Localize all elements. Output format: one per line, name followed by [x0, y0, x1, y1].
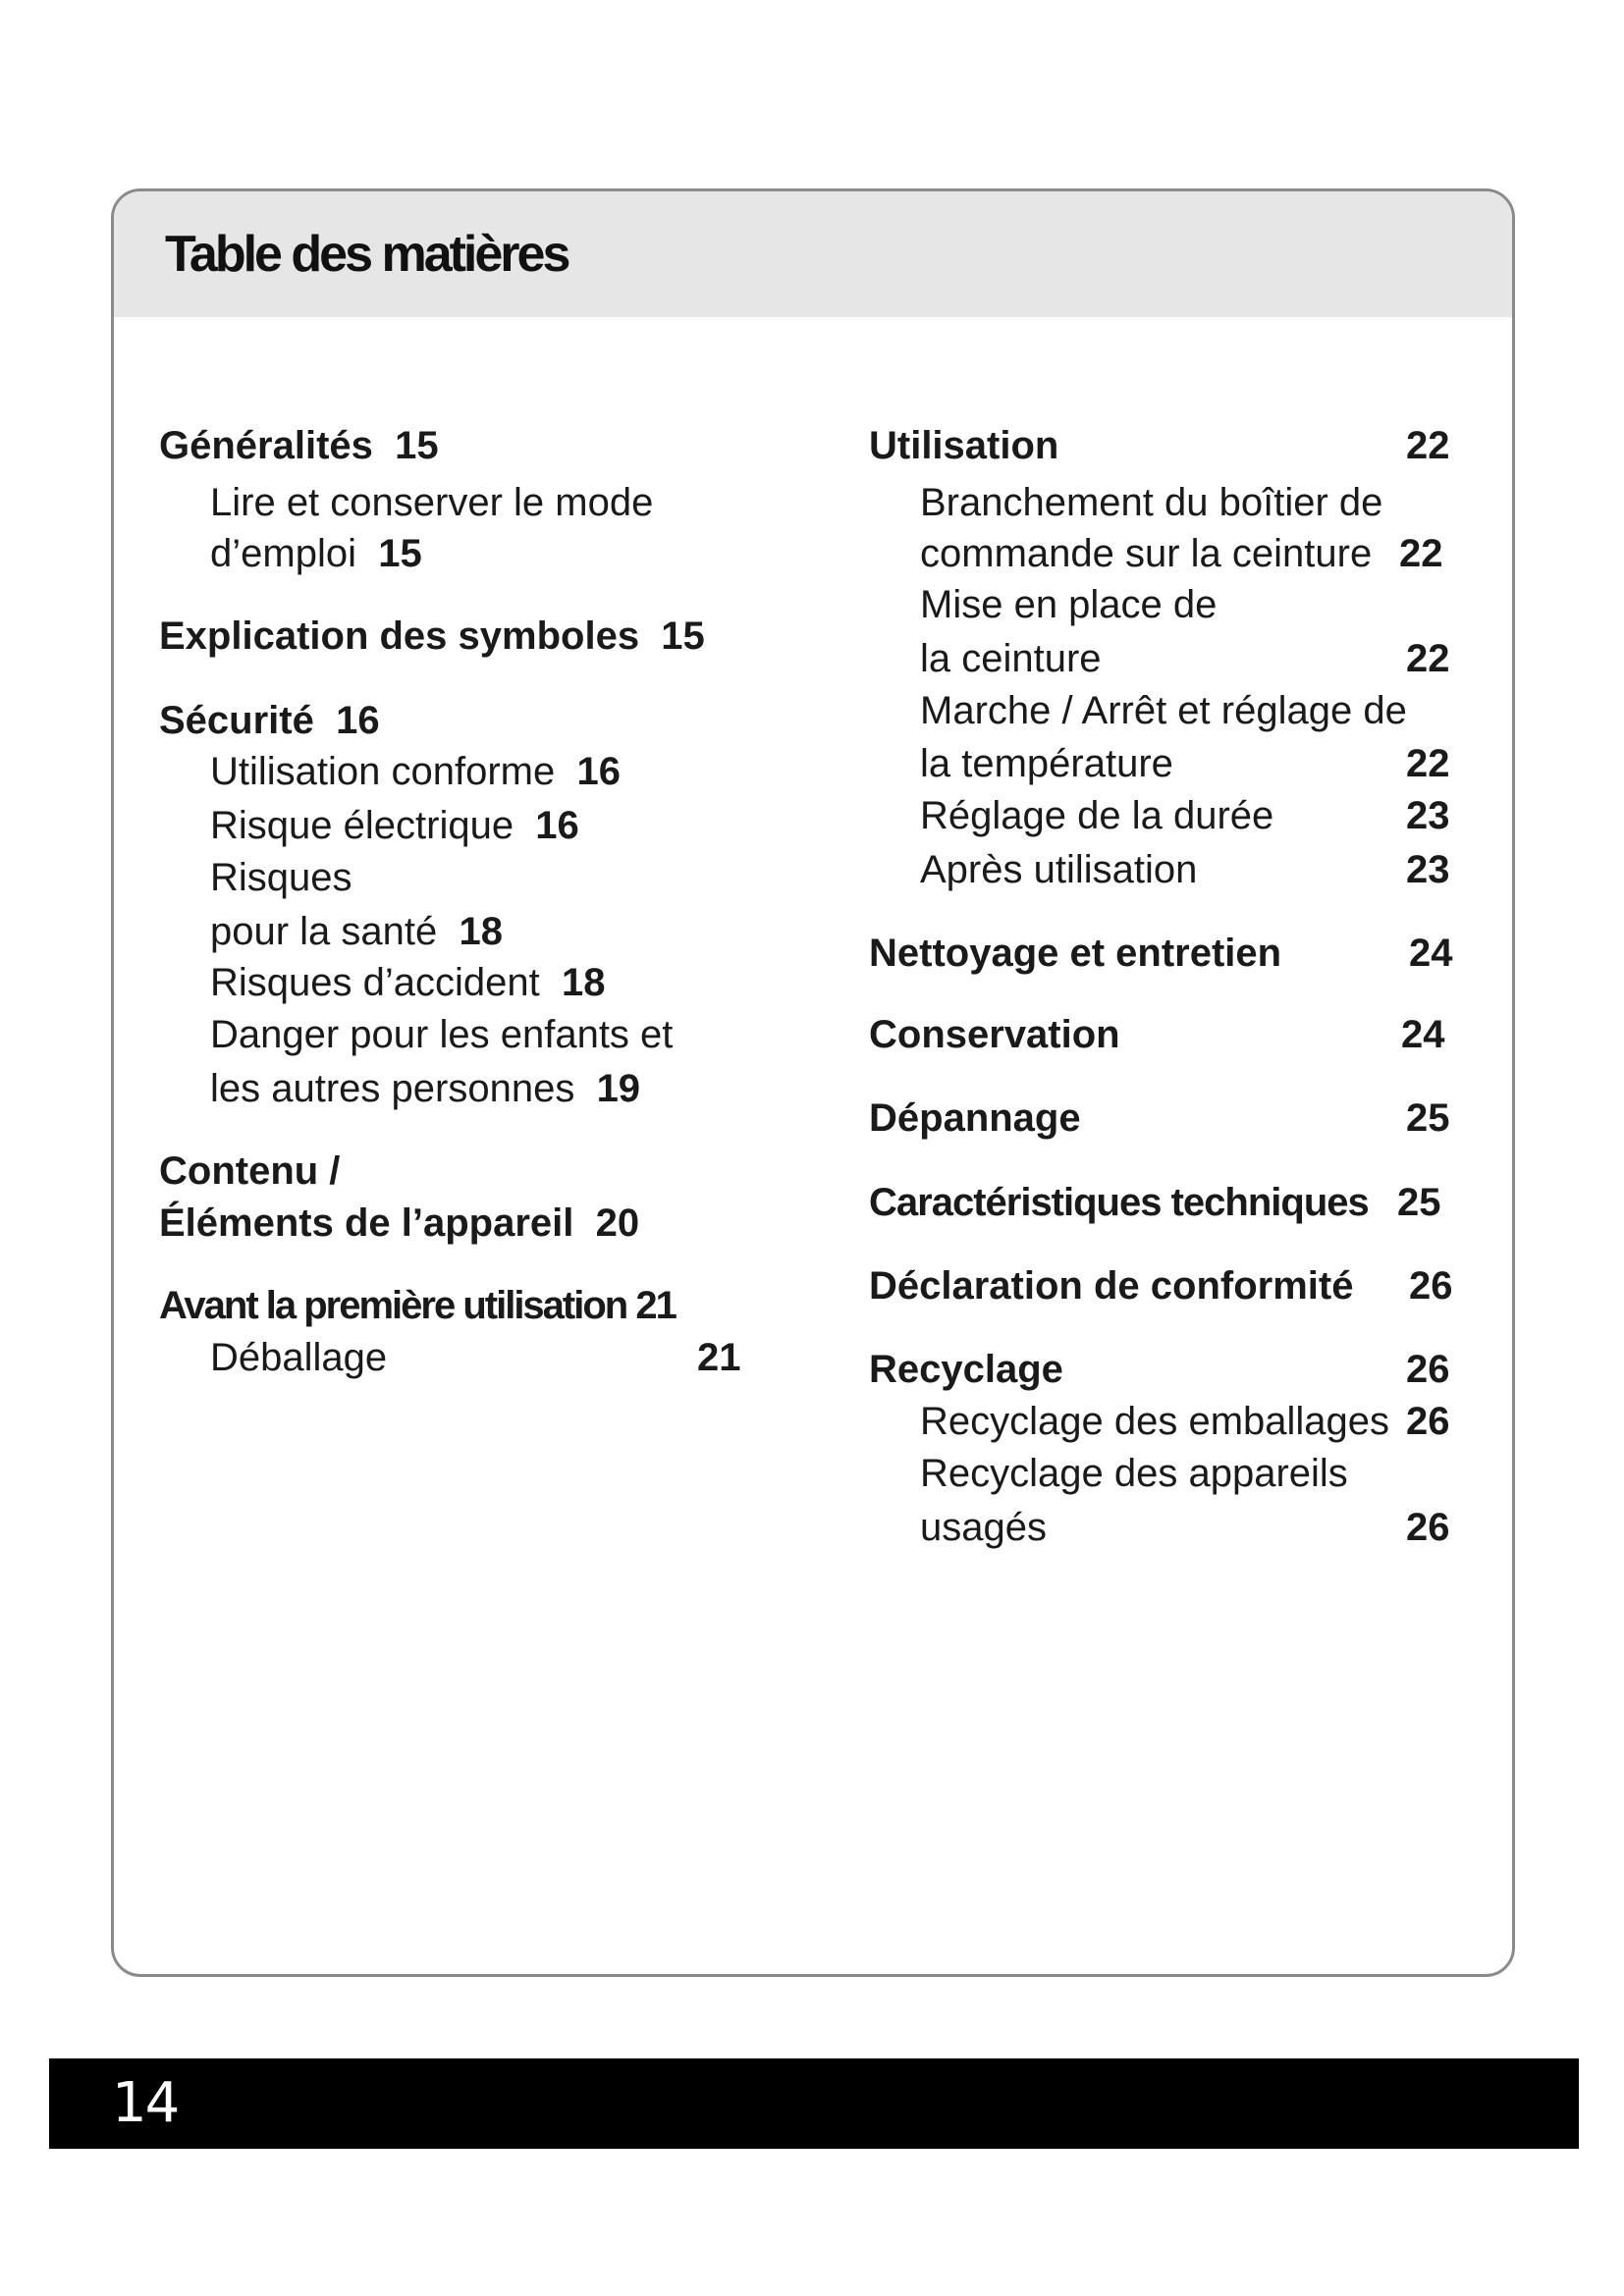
toc-page-number: 23: [1406, 848, 1450, 891]
toc-page-number: 23: [1406, 794, 1450, 837]
toc-entry[interactable]: Risque électrique 16: [210, 804, 579, 847]
toc-page-number: 24: [1409, 932, 1453, 975]
toc-entry[interactable]: Réglage de la durée: [920, 794, 1274, 837]
toc-entry[interactable]: les autres personnes 19: [210, 1067, 641, 1110]
toc-entry[interactable]: pour la santé 18: [210, 910, 504, 953]
footer-bar: [49, 2058, 1579, 2149]
toc-page-number: 25: [1397, 1181, 1441, 1224]
toc-entry[interactable]: Sécurité 16: [159, 699, 380, 742]
toc-entry[interactable]: Danger pour les enfants et: [210, 1013, 674, 1056]
toc-entry[interactable]: Utilisation: [869, 424, 1059, 467]
toc-page-number: 22: [1406, 424, 1450, 467]
toc-entry[interactable]: Après utilisation: [920, 848, 1198, 891]
toc-entry[interactable]: Recyclage: [869, 1348, 1063, 1391]
toc-page-number: 22: [1399, 532, 1443, 575]
toc-page-number: 24: [1401, 1013, 1445, 1056]
toc-entry[interactable]: Contenu /: [159, 1149, 341, 1193]
toc-entry[interactable]: Lire et conserver le mode: [210, 481, 654, 524]
toc-entry[interactable]: Recyclage des emballages: [920, 1400, 1390, 1443]
toc-entry[interactable]: Mise en place de: [920, 583, 1218, 626]
page-title: Table des matières: [165, 226, 568, 283]
toc-page-number: 26: [1409, 1264, 1453, 1308]
toc-entry[interactable]: Déballage: [210, 1336, 388, 1379]
toc-entry[interactable]: Branchement du boîtier de: [920, 481, 1383, 524]
toc-entry[interactable]: Marche / Arrêt et réglage de: [920, 689, 1407, 732]
toc-entry[interactable]: Éléments de l’appareil 20: [159, 1201, 640, 1245]
toc-entry[interactable]: la ceinture: [920, 637, 1102, 680]
toc-entry[interactable]: Explication des symboles 15: [159, 614, 705, 658]
toc-page-number: 22: [1406, 742, 1450, 785]
toc-page-number: 25: [1406, 1096, 1450, 1140]
toc-entry[interactable]: Généralités 15: [159, 424, 439, 467]
toc-entry[interactable]: Caractéristiques techniques: [869, 1181, 1369, 1224]
toc-entry[interactable]: la température: [920, 742, 1173, 785]
toc-page-number: 22: [1406, 637, 1450, 680]
page-number: 14: [112, 2071, 179, 2135]
toc-page-number: 21: [697, 1336, 741, 1379]
toc-header: [114, 191, 1512, 317]
toc-page-number: 26: [1406, 1506, 1450, 1549]
toc-entry[interactable]: Nettoyage et entretien: [869, 932, 1282, 975]
toc-entry[interactable]: Conservation: [869, 1013, 1120, 1056]
toc-entry[interactable]: Avant la première utilisation 21: [159, 1284, 676, 1327]
toc-page-number: 26: [1406, 1400, 1450, 1443]
toc-entry[interactable]: Recyclage des appareils: [920, 1452, 1348, 1495]
toc-entry[interactable]: Déclaration de conformité: [869, 1264, 1354, 1308]
toc-entry[interactable]: Risques: [210, 856, 352, 899]
toc-entry[interactable]: Dépannage: [869, 1096, 1081, 1140]
toc-entry[interactable]: d’emploi 15: [210, 532, 422, 575]
toc-entry[interactable]: commande sur la ceinture: [920, 532, 1373, 575]
toc-entry[interactable]: usagés: [920, 1506, 1047, 1549]
toc-entry[interactable]: Risques d’accident 18: [210, 961, 606, 1004]
toc-page-number: 26: [1406, 1348, 1450, 1391]
toc-entry[interactable]: Utilisation conforme 16: [210, 750, 621, 793]
